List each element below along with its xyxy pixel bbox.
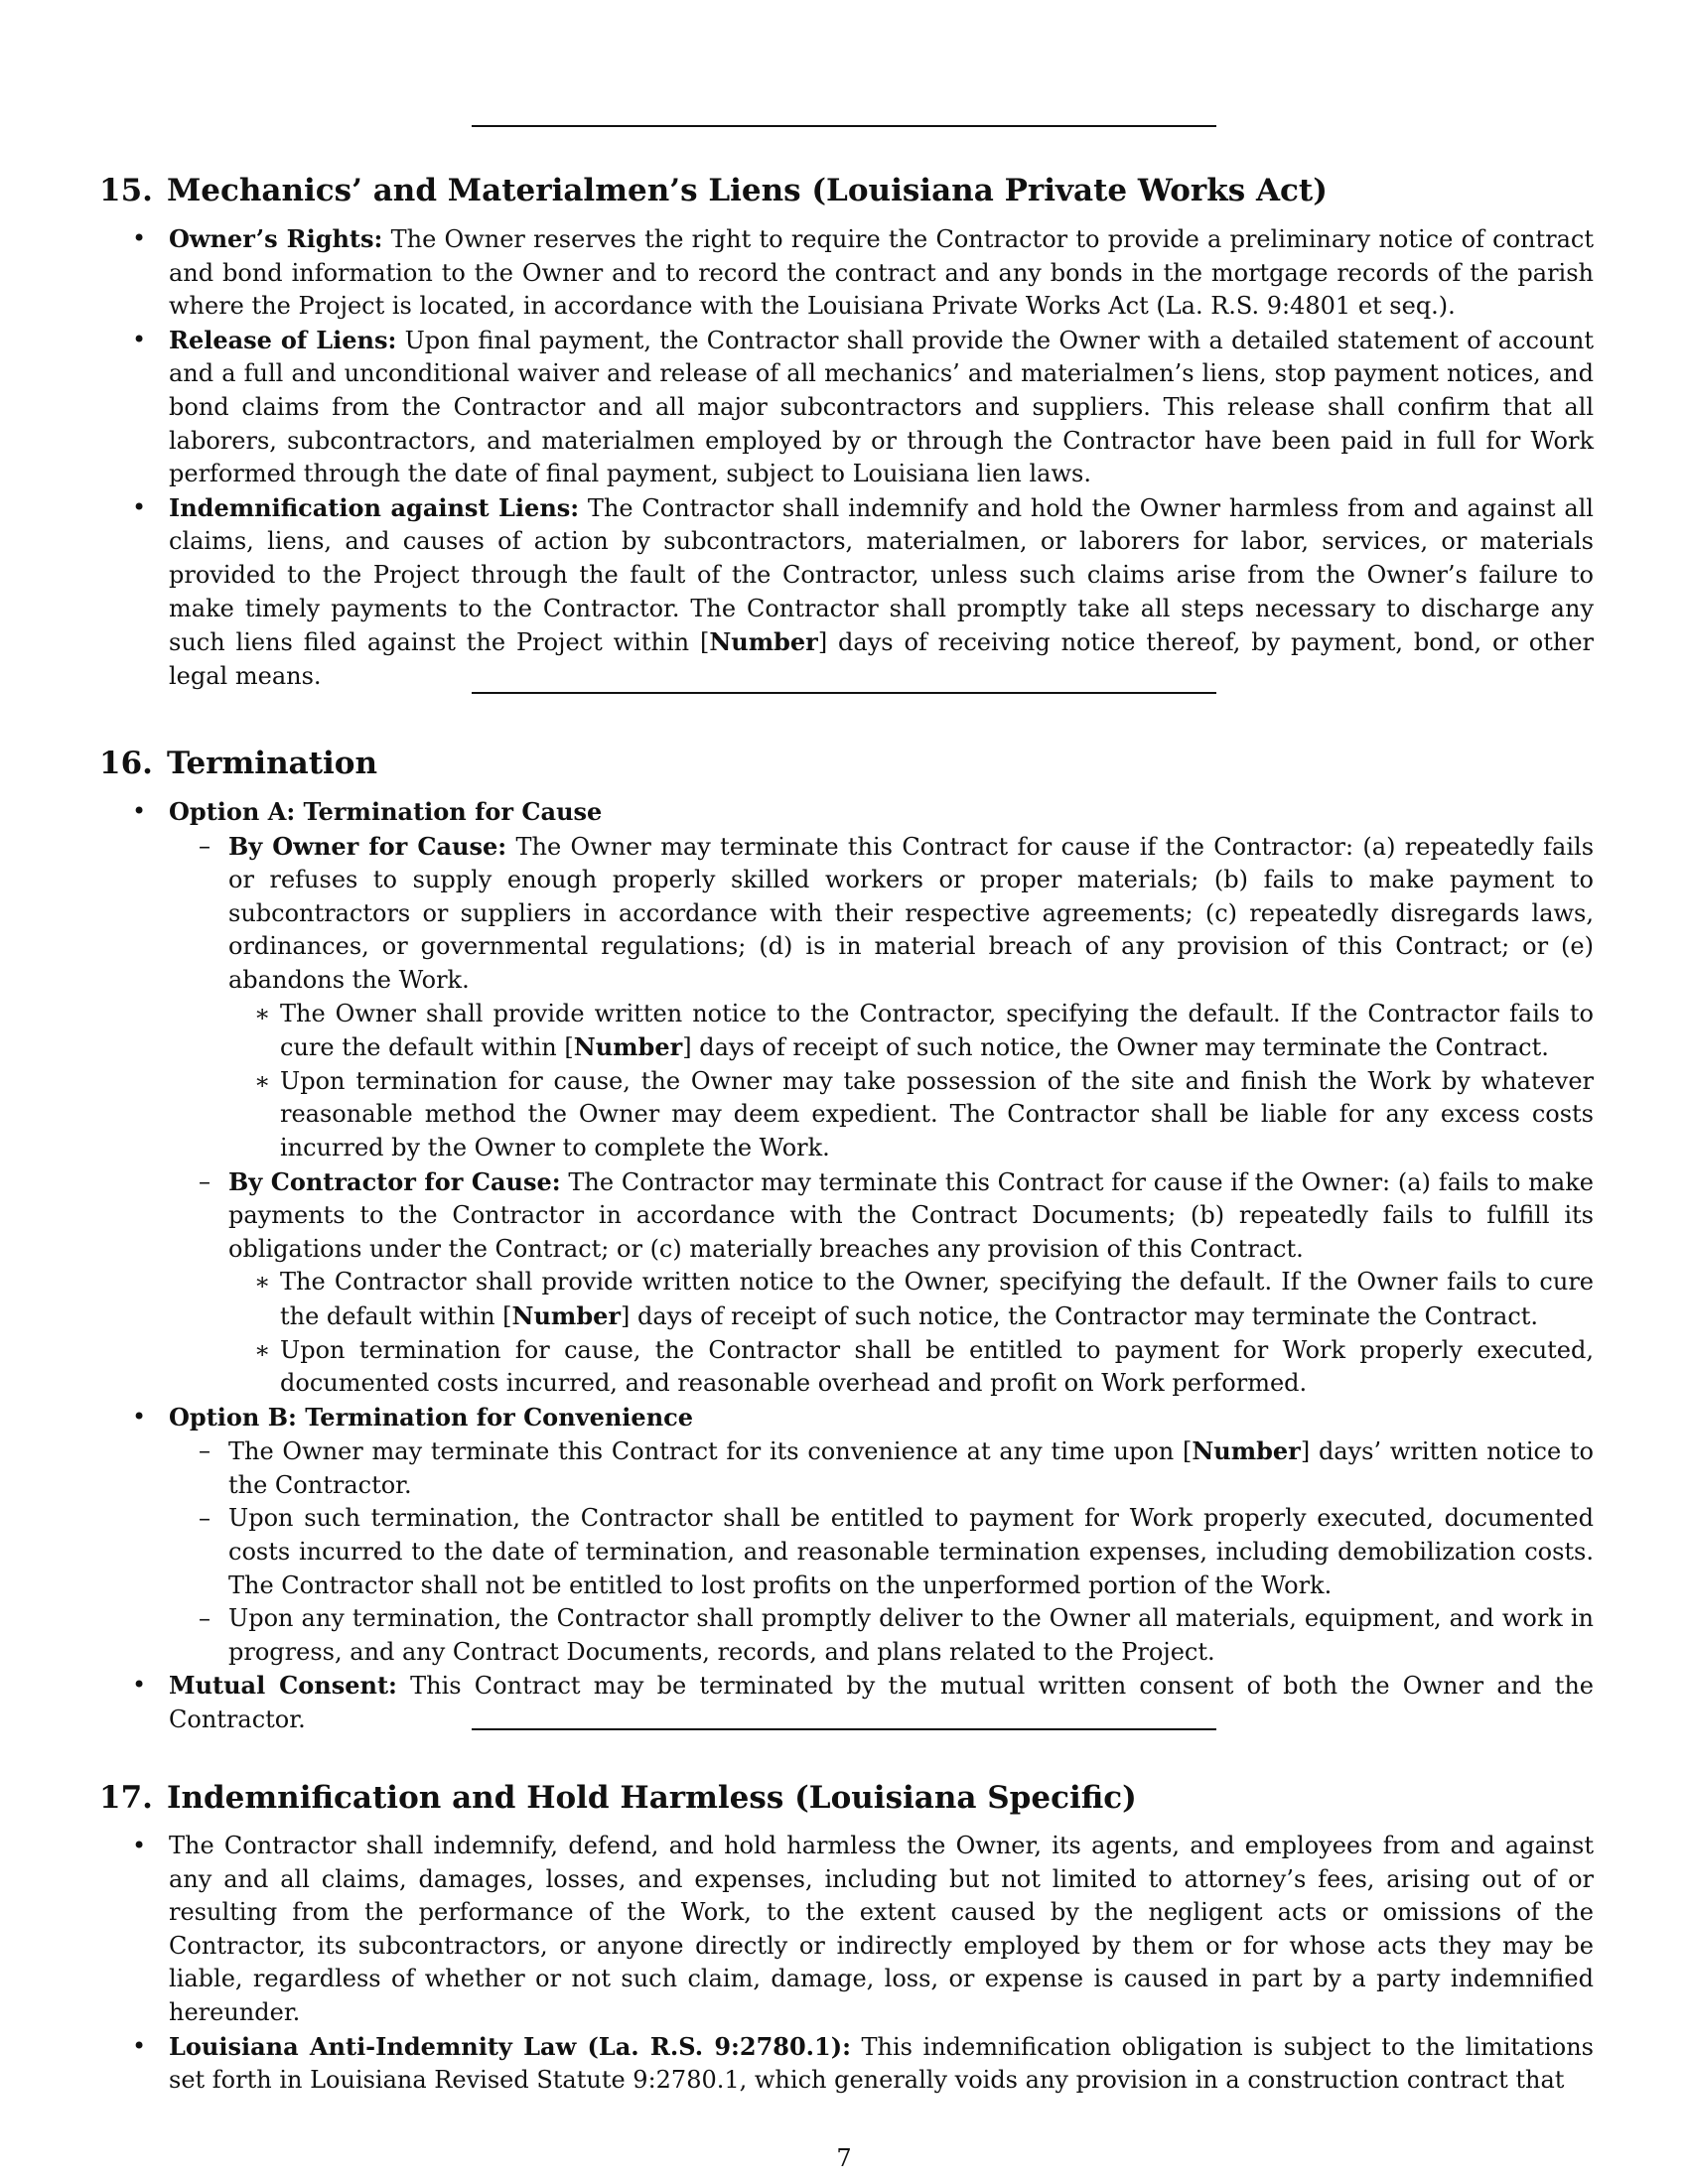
section-15-number: 15. <box>99 173 153 208</box>
item-text: The Owner shall provide written notice to the Contractor, specifying the default. If the Contractor fails to cure the default within [ <box>280 999 1594 1062</box>
section-16-title: Termination <box>166 746 378 781</box>
item-text: The Contractor shall provide written notice to the Owner, specifying the default. If the Owner fails to cure the default within [ <box>280 1268 1594 1330</box>
option-a-sublist <box>169 830 1594 1401</box>
owner-cause-sublist <box>228 998 1594 1165</box>
list-item-release-of-liens <box>99 324 1594 491</box>
section-divider-top <box>472 125 1216 127</box>
list-item-anti-indemnity <box>99 2030 1594 2098</box>
item-text: Upon termination for cause, the Owner may take possession of the site and finish the Work by whatever reasonable method the Owner may deem expedient. The Contractor shall be liable for any excess costs incurred by the Owner to complete the Work. <box>280 1066 1594 1161</box>
item-text: The Owner may terminate this Contract for cause if the Contractor: (a) repeatedly fails or refuses to supply enough properly skilled workers or proper materials; (b) fails to make payment to subcontractors or suppliers in accordance with their respective agreements; (c) repeatedly disregards laws, ordinances, or governmental regulations; (d) is in material breach of any provision of this Contract; or (e) abandons the Work. <box>228 832 1595 994</box>
section-16-list <box>99 795 1594 1737</box>
list-item-contractor-for-cause <box>169 1165 1594 1401</box>
placeholder-number: Number <box>709 627 818 657</box>
item-text: The Contractor may terminate this Contract for cause if the Owner: (a) fails to make payments to the Contractor in accordance with the Contract Documents; (b) repeatedly fails to fulfill its obligations under the Contract; or (c) materially breaches any provision of this Contract. <box>228 1167 1594 1263</box>
item-text-after: ] days’ written notice to the Contractor. <box>228 1437 1594 1499</box>
item-text: The Contractor shall indemnify and hold the Owner harmless from and against all claims, liens, and causes of action by subcontractors, materialmen, or laborers for labor, services, or materials provided to the Project through the fault of the Contractor, unless such claims arise from the Owner’s failure to make timely payments to the Contractor. The Contractor shall promptly take all steps necessary to discharge any such liens filed against the Project within [ <box>169 493 1594 657</box>
section-15-list <box>99 222 1594 693</box>
section-17-title: Indemnification and Hold Harmless (Louisiana Specific) <box>166 1780 1137 1816</box>
item-text: The Contractor shall indemnify, defend, and hold harmless the Owner, its agents, and employees from and against any and all claims, damages, losses, and expenses, including but not limited to attorney’s fees, arising out of or resulting from the performance of the Work, to the extent caused by the negligent acts or omissions of the Contractor, its subcontractors, or anyone directly or indirectly employed by them or for whose acts they may be liable, regardless of whether or not such claim, damage, loss, or expense is caused in part by a party indemnified hereunder. <box>169 1832 1594 2026</box>
list-item-mutual-consent <box>99 1669 1594 1736</box>
item-text-after: ] days of receipt of such notice, the Owner may terminate the Contract. <box>682 1033 1549 1062</box>
item-text: Upon final payment, the Contractor shall provide the Owner with a detailed statement of account and a full and unconditional waiver and release of all mechanics’ and materialmen’s liens, stop payment notices, and bond claims from the Contractor and all major subcontractors and suppliers. This release shall confirm that all laborers, subcontractors, and materialmen employed by or through the Contractor have been paid in full for Work performed through the date of final payment, subject to Louisiana lien laws. <box>169 326 1595 488</box>
section-17 <box>99 1778 1594 2098</box>
option-b-label: Option B: Termination for Convenience <box>169 1402 694 1432</box>
section-15-heading <box>99 171 1594 210</box>
item-text: This Contract may be terminated by the mutual written consent of both the Owner and the Contractor. <box>169 1672 1594 1734</box>
item-text: Upon termination for cause, the Contractor shall be entitled to payment for Work properly executed, documented costs incurred, and reasonable overhead and profit on Work performed. <box>280 1335 1594 1398</box>
page-number: 7 <box>836 2144 852 2172</box>
item-text-after: ] days of receiving notice thereof, by payment, bond, or other legal means. <box>169 628 1594 690</box>
list-item-indemnification-liens <box>99 491 1594 694</box>
list-item-convenience-delivery <box>169 1602 1594 1669</box>
list-item-convenience-notice <box>169 1434 1594 1502</box>
item-label: Owner’s Rights: <box>169 224 383 253</box>
item-label: Louisiana Anti-Indemnity Law (La. R.S. 9:2780.1): <box>169 2031 851 2061</box>
list-item-option-a <box>99 795 1594 1401</box>
section-15 <box>99 171 1594 693</box>
section-17-number: 17. <box>99 1780 153 1816</box>
option-b-sublist <box>169 1434 1594 1669</box>
section-17-list <box>99 1830 1594 2098</box>
list-item-owner-notice <box>228 998 1594 1065</box>
item-text: This indemnification obligation is subject to the limitations set forth in Louisiana Revised Statute 9:2780.1, which generally voids any provision in a construction contract that <box>169 2032 1594 2095</box>
section-16-number: 16. <box>99 746 153 781</box>
item-text: The Owner may terminate this Contract for its convenience at any time upon [ <box>228 1437 1193 1466</box>
item-label: Indemnification against Liens: <box>169 492 580 522</box>
item-label: By Owner for Cause: <box>228 831 507 861</box>
item-label: Release of Liens: <box>169 325 397 354</box>
list-item-contractor-notice <box>228 1266 1594 1333</box>
section-16 <box>99 744 1594 1737</box>
section-16-heading <box>99 744 1594 783</box>
placeholder-number: Number <box>1192 1436 1301 1466</box>
list-item-owner-possession <box>228 1065 1594 1165</box>
item-label: Mutual Consent: <box>169 1671 397 1701</box>
option-a-label: Option A: Termination for Cause <box>169 797 603 826</box>
item-label: By Contractor for Cause: <box>228 1166 561 1196</box>
item-text: The Owner reserves the right to require the Contractor to provide a preliminary notice of contract and bond information to the Owner and to record the contract and any bonds in the mortgage records of the parish where the Project is located, in accordance with the Louisiana Private Works Act (La. R.S. 9:4801 et seq.). <box>169 225 1594 321</box>
list-item-convenience-payment <box>169 1502 1594 1602</box>
placeholder-number: Number <box>511 1300 622 1330</box>
list-item-owner-for-cause <box>169 830 1594 1165</box>
item-text-after: ] days of receipt of such notice, the Contractor may terminate the Contract. <box>621 1301 1539 1330</box>
item-text: Upon any termination, the Contractor shall promptly deliver to the Owner all materials, equipment, and work in progress, and any Contract Documents, records, and plans related to the Project. <box>228 1604 1594 1666</box>
placeholder-number: Number <box>573 1032 683 1062</box>
list-item-contractor-payment <box>228 1334 1594 1401</box>
section-17-heading <box>99 1778 1594 1818</box>
list-item-option-b <box>99 1401 1594 1670</box>
list-item-indemnify <box>99 1830 1594 2030</box>
contractor-cause-sublist <box>228 1266 1594 1400</box>
section-15-title: Mechanics’ and Materialmen’s Liens (Louisiana Private Works Act) <box>166 173 1328 208</box>
item-text: Upon such termination, the Contractor shall be entitled to payment for Work properly executed, documented costs incurred to the date of termination, and reasonable termination expenses, including demobilization costs. The Contractor shall not be entitled to lost profits on the unperformed portion of the Work. <box>228 1504 1594 1599</box>
list-item-owners-rights <box>99 222 1594 324</box>
